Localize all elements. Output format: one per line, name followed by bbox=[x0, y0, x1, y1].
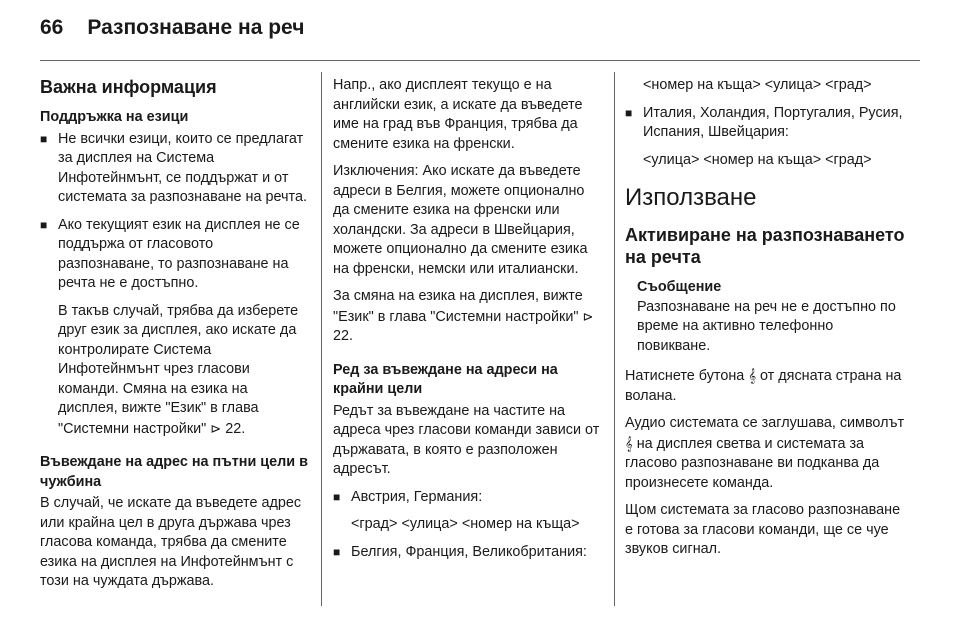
page-reference[interactable]: 22. bbox=[225, 420, 246, 437]
list-item bbox=[333, 543, 603, 563]
address-format: <улица> <номер на къща> <град> bbox=[643, 151, 872, 168]
header-divider bbox=[40, 60, 920, 61]
paragraph bbox=[625, 366, 910, 406]
subheading: Ред за въвеждане на адреси на крайни цели bbox=[333, 361, 558, 397]
list-item-label: ■ Белгия, Франция, Великобритания: bbox=[351, 543, 587, 560]
voice-control-icon: 𝄞 bbox=[748, 368, 756, 383]
paragraph bbox=[625, 414, 910, 493]
column-2 bbox=[333, 76, 603, 570]
paragraph-text: от дясната страна на волана. bbox=[625, 368, 902, 404]
page-reference[interactable]: 22. bbox=[333, 328, 354, 344]
address-format: <номер на къща> <улица> <град> bbox=[643, 77, 872, 93]
bullet-list bbox=[625, 104, 910, 171]
paragraph: В случай, че искате да въведете адрес или крайна цел в друга държава чрез гласова команда, трябва да смените езика на дисплея на Инфотейнмънт с този на чуждата държава. bbox=[40, 495, 302, 589]
paragraph-text: Натиснете бутона bbox=[625, 368, 745, 384]
page-header bbox=[40, 16, 304, 46]
paragraph-text: на дисплея светва и системата за гласово разпознаване ви подканва да произнесете команда. bbox=[625, 435, 880, 491]
list-item-label: ■ Италия, Холандия, Португалия, Русия, Испания, Швейцария: bbox=[643, 104, 903, 140]
voice-control-icon: 𝄞 bbox=[625, 435, 633, 451]
subheading: Активиране на разпознаването на речта bbox=[625, 225, 905, 267]
note-box bbox=[625, 278, 910, 356]
paragraph-text: В такъв случай, трябва да изберете друг език за дисплея, ако искате да контролирате Система Инфотейнмънт чрез гласови команди. Смяна на езика на дисплея, вижте "Език" в глава "Системни настройки" bbox=[58, 302, 299, 437]
page-number: 66 bbox=[40, 16, 64, 39]
xref-arrow-icon: ⊳ bbox=[582, 308, 594, 324]
note-text: Разпознаване на реч не е достъпно по време на активно телефонно повикване. bbox=[637, 298, 896, 354]
paragraph: Щом системата за гласово разпознаване е готова за гласови команди, ще се чуе звуков сигнал. bbox=[625, 502, 901, 557]
xref-arrow-icon: ⊳ bbox=[210, 420, 222, 436]
subheading: Поддръжка на езици bbox=[40, 109, 189, 125]
column-3 bbox=[625, 76, 910, 568]
column-1 bbox=[40, 76, 308, 600]
list-item: ■ Не всички езици, които се предлагат за дисплея на Система Инфотейнмънт, се поддържат и от системата за разпознаване на речта. bbox=[40, 130, 308, 208]
column-divider bbox=[321, 72, 322, 606]
address-format: <град> <улица> <номер на къща> bbox=[351, 516, 580, 532]
page-title: Разпознаване на реч bbox=[87, 16, 305, 39]
note-title: Съобщение bbox=[637, 279, 722, 295]
list-item bbox=[333, 488, 603, 535]
list-item: ■ Ако текущият език на дисплея не се поддържа от гласовото разпознаване, то разпознаване на речта не е достъпно. bbox=[40, 216, 308, 294]
bullet-list bbox=[333, 488, 603, 563]
list-item bbox=[625, 104, 910, 171]
paragraph: Редът за въвеждане на частите на адреса чрез гласови команди зависи от държавата, в която е разположен адресът. bbox=[333, 402, 600, 477]
paragraph bbox=[40, 302, 308, 440]
section-heading: Важна информация bbox=[40, 77, 217, 97]
list-item-label: ■ Австрия, Германия: bbox=[351, 488, 483, 505]
bullet-list bbox=[40, 130, 308, 294]
paragraph: Изключения: Ако искате да въведете адреси в Белгия, можете опционално да смените езика на френски или холандски. За адреси в Швейцария, можете опционално да смените езика на френски, немски или италиански. bbox=[333, 163, 588, 277]
column-divider bbox=[614, 72, 615, 606]
paragraph bbox=[333, 287, 603, 347]
paragraph-text: Аудио системата се заглушава, символът bbox=[625, 415, 905, 431]
paragraph-text: За смяна на езика на дисплея, вижте "Език" в глава "Системни настройки" bbox=[333, 288, 583, 325]
section-heading: Използване bbox=[625, 184, 757, 211]
paragraph: Напр., ако дисплеят текущо е на английски език, а искате да въведете име на град във Франция, трябва да смените езика на френски. bbox=[333, 77, 583, 152]
subheading: Въвеждане на адрес на пътни цели в чужбина bbox=[40, 454, 308, 490]
